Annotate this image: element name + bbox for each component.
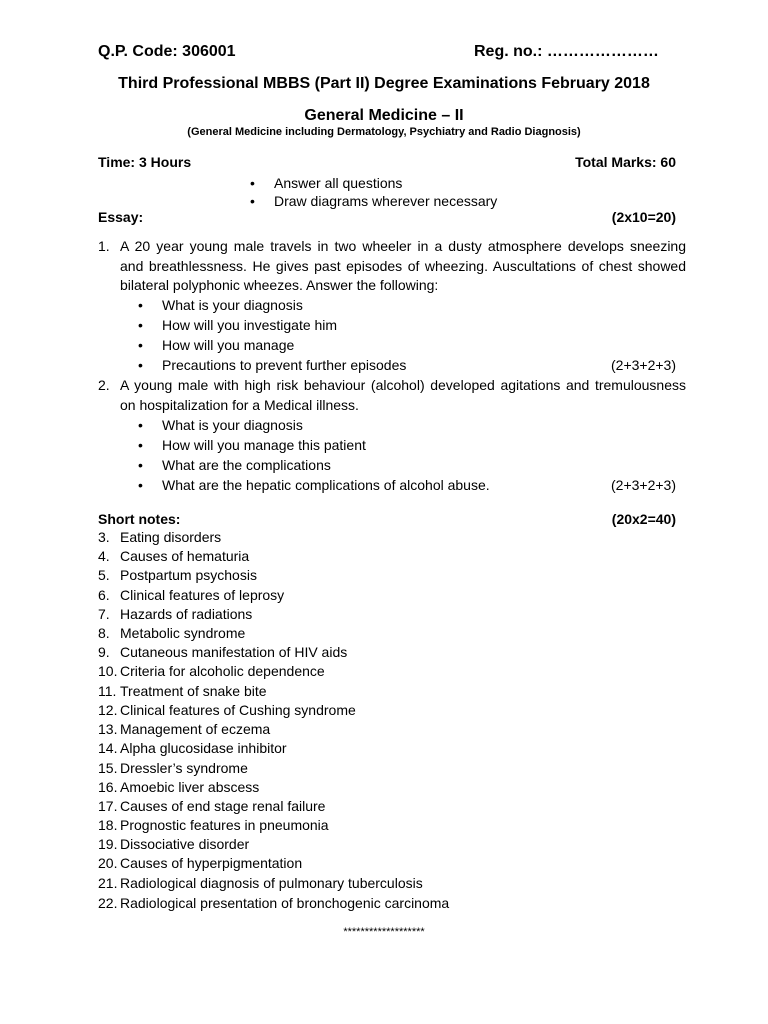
question-line: A young male with high risk behaviour (alcohol) developed agitations and tremulousness <box>120 377 686 393</box>
short-note-item: 16. Amoebic liver abscess <box>98 779 260 795</box>
short-note-item: 20. Causes of hyperpigmentation <box>98 855 303 871</box>
question-marks: (2+3+2+3) <box>611 477 676 493</box>
bullet-icon: • <box>138 477 143 493</box>
subject-title: General Medicine – II <box>304 107 464 124</box>
essay-heading: Essay: <box>98 209 144 225</box>
question-marks: (2+3+2+3) <box>611 357 676 373</box>
question-point: • Precautions to prevent further episodes <box>138 357 407 373</box>
question-point: • What are the hepatic complications of alcohol abuse. <box>138 477 490 493</box>
question-point: • How will you manage this patient <box>138 437 366 453</box>
short-notes-heading: Short notes: <box>98 511 181 527</box>
short-note-item: 5. Postpartum psychosis <box>98 567 257 583</box>
bullet-icon: • <box>138 457 143 473</box>
instruction-item: • Answer all questions <box>250 175 403 191</box>
total-marks: Total Marks: 60 <box>575 154 676 170</box>
short-note-item: 22. Radiological presentation of bronchogenic carcinoma <box>98 895 450 911</box>
question-point: • How will you investigate him <box>138 317 338 333</box>
question-point: • What is your diagnosis <box>138 417 303 433</box>
instruction-item: • Draw diagrams wherever necessary <box>250 193 498 209</box>
bullet-icon: • <box>250 193 255 209</box>
bullet-icon: • <box>250 175 255 191</box>
short-note-item: 7. Hazards of radiations <box>98 606 253 622</box>
bullet-icon: • <box>138 337 143 353</box>
short-note-item: 11. Treatment of snake bite <box>98 683 267 699</box>
question-line: bilateral polyphonic wheezes. Answer the following: <box>120 277 439 293</box>
question-number: 2. <box>98 377 110 393</box>
short-note-item: 12. Clinical features of Cushing syndrome <box>98 702 356 718</box>
short-notes-marks: (20x2=40) <box>611 511 676 527</box>
bullet-icon: • <box>138 317 143 333</box>
reg-no: Reg. no.: ………………… <box>474 43 659 60</box>
short-note-item: 10. Criteria for alcoholic dependence <box>98 663 325 679</box>
short-note-item: 8. Metabolic syndrome <box>98 625 246 641</box>
short-note-item: 13. Management of eczema <box>98 721 271 737</box>
question-point: • What are the complications <box>138 457 331 473</box>
exam-title: Third Professional MBBS (Part II) Degree Examinations February 2018 <box>118 75 650 92</box>
bullet-icon: • <box>138 437 143 453</box>
short-note-item: 19. Dissociative disorder <box>98 836 250 852</box>
time-label: Time: 3 Hours <box>98 154 192 170</box>
short-note-item: 15. Dressler’s syndrome <box>98 760 248 776</box>
short-note-item: 21. Radiological diagnosis of pulmonary tuberculosis <box>98 875 423 891</box>
short-note-item: 4. Causes of hematuria <box>98 548 250 564</box>
question-line: and breathlessness. He gives past episodes of wheezing. Auscultations of chest showed <box>120 258 686 274</box>
short-note-item: 14. Alpha glucosidase inhibitor <box>98 740 287 756</box>
short-note-item: 17. Causes of end stage renal failure <box>98 798 326 814</box>
short-note-item: 3. Eating disorders <box>98 529 222 545</box>
question-point: • How will you manage <box>138 337 295 353</box>
bullet-icon: • <box>138 417 143 433</box>
qp-code: Q.P. Code: 306001 <box>98 43 236 60</box>
question-number: 1. <box>98 238 110 254</box>
question-line: on hospitalization for a Medical illness. <box>120 397 359 413</box>
bullet-icon: • <box>138 297 143 313</box>
short-note-item: 18. Prognostic features in pneumonia <box>98 817 329 833</box>
end-of-paper-stars: ******************* <box>343 926 425 938</box>
subject-note: (General Medicine including Dermatology, Psychiatry and Radio Diagnosis) <box>187 126 581 138</box>
bullet-icon: • <box>138 357 143 373</box>
short-note-item: 6. Clinical features of leprosy <box>98 587 285 603</box>
question-point: • What is your diagnosis <box>138 297 303 313</box>
essay-marks: (2x10=20) <box>611 209 676 225</box>
short-note-item: 9. Cutaneous manifestation of HIV aids <box>98 644 348 660</box>
question-line: A 20 year young male travels in two wheeler in a dusty atmosphere develops sneezing <box>120 238 686 254</box>
